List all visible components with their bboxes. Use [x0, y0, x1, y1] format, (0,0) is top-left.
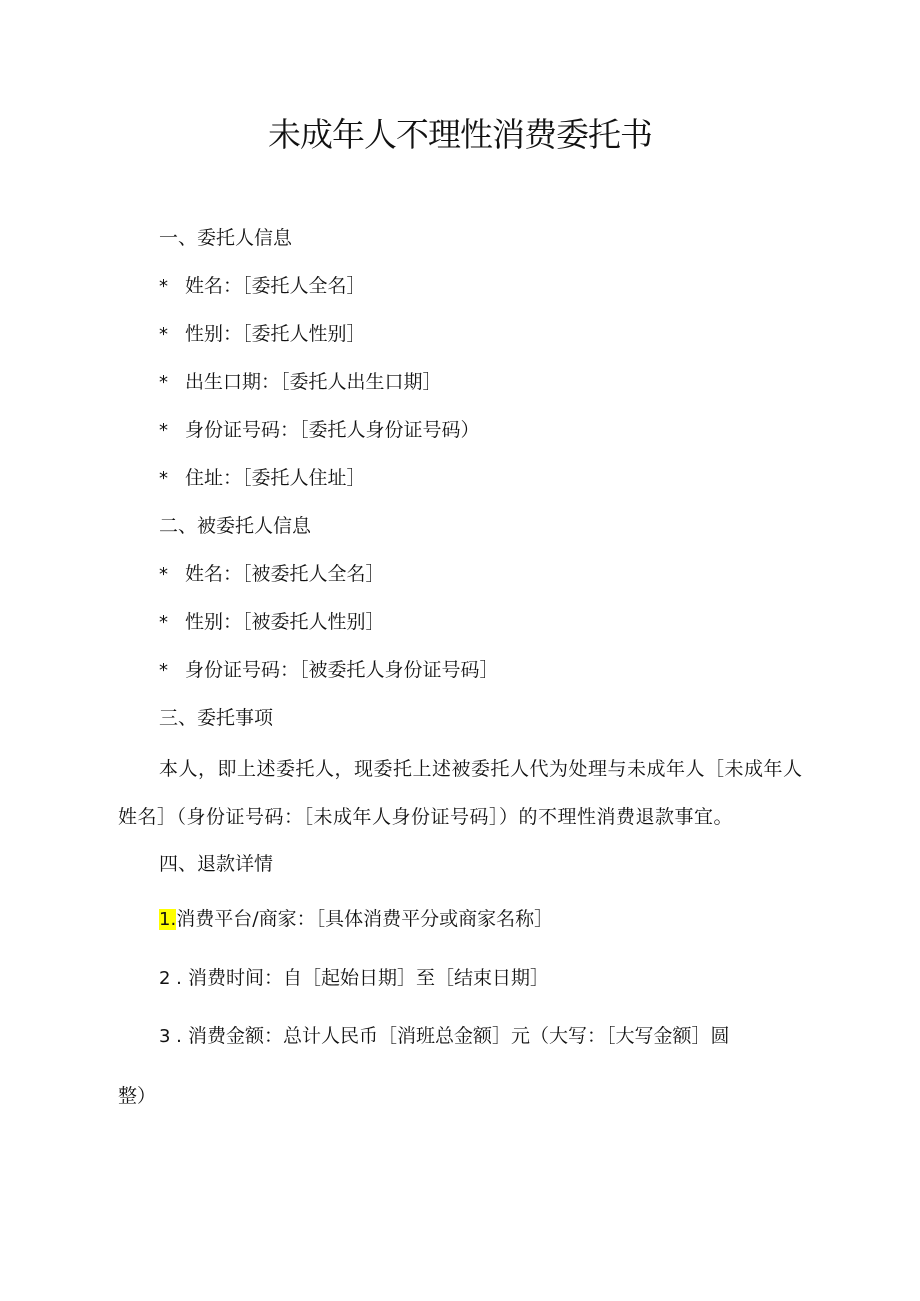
item-number-highlighted: 1.: [159, 909, 177, 930]
bullet-marker: *: [159, 468, 168, 489]
item-number: 3 .: [159, 1026, 182, 1047]
refund-platform-text: 消费平台/商家：［具体消费平分或商家名称］: [176, 908, 554, 930]
client-gender-text: 性别：［委托人性别］: [185, 323, 366, 345]
bullet-marker: *: [159, 276, 168, 297]
client-birthdate-text: 出生口期：［委托人出生口期］: [185, 371, 442, 393]
client-id-item: [159, 416, 480, 445]
bullet-marker: *: [159, 372, 168, 393]
refund-time-text: 消费时间：自［起始日期］至［结束日期］: [187, 967, 549, 989]
refund-amount-text: 消费金额：总计人民币［消班总金额］元（大写：［大写金额］圆: [187, 1025, 730, 1047]
refund-amount-item: [159, 1022, 729, 1051]
item-number: 2 .: [159, 968, 182, 989]
client-id-text: 身份证号码：［委托人身份证号码）: [185, 419, 480, 441]
agent-id-text: 身份证号码：［被委托人身份证号码］: [185, 659, 499, 681]
agent-gender-text: 性别：［被委托人性别］: [185, 611, 385, 633]
client-gender-item: [159, 320, 366, 349]
client-address-item: [159, 464, 366, 493]
bullet-marker: *: [159, 660, 168, 681]
bullet-marker: *: [159, 612, 168, 633]
bullet-marker: *: [159, 324, 168, 345]
document-title: 未成年人不理性消费委托书: [268, 115, 652, 154]
agent-gender-item: [159, 608, 385, 637]
client-name-text: 姓名：［委托人全名］: [185, 275, 366, 297]
refund-time-item: [159, 964, 549, 993]
client-address-text: 住址：［委托人住址］: [185, 467, 366, 489]
agent-name-item: [159, 560, 385, 589]
section-heading-agent: 二、被委托人信息: [159, 515, 312, 537]
matters-paragraph: 本人，即上述委托人，现委托上述被委托人代为处理与未成年人［未成年人姓名］（身份证号码：［未成年人身份证号码］）的不理性消费退款事宜。: [118, 758, 803, 828]
bullet-marker: *: [159, 564, 168, 585]
refund-platform-item: [159, 905, 553, 934]
section-heading-matters: 三、委托事项: [159, 707, 274, 729]
client-name-item: [159, 272, 366, 301]
section-heading-refund: 四、退款详情: [159, 853, 274, 875]
agent-id-item: [159, 656, 499, 685]
client-birthdate-item: [159, 368, 442, 397]
bullet-marker: *: [159, 420, 168, 441]
section-heading-client: 一、委托人信息: [159, 227, 293, 249]
refund-amount-continuation: 整）: [118, 1085, 157, 1107]
agent-name-text: 姓名：［被委托人全名］: [185, 563, 385, 585]
